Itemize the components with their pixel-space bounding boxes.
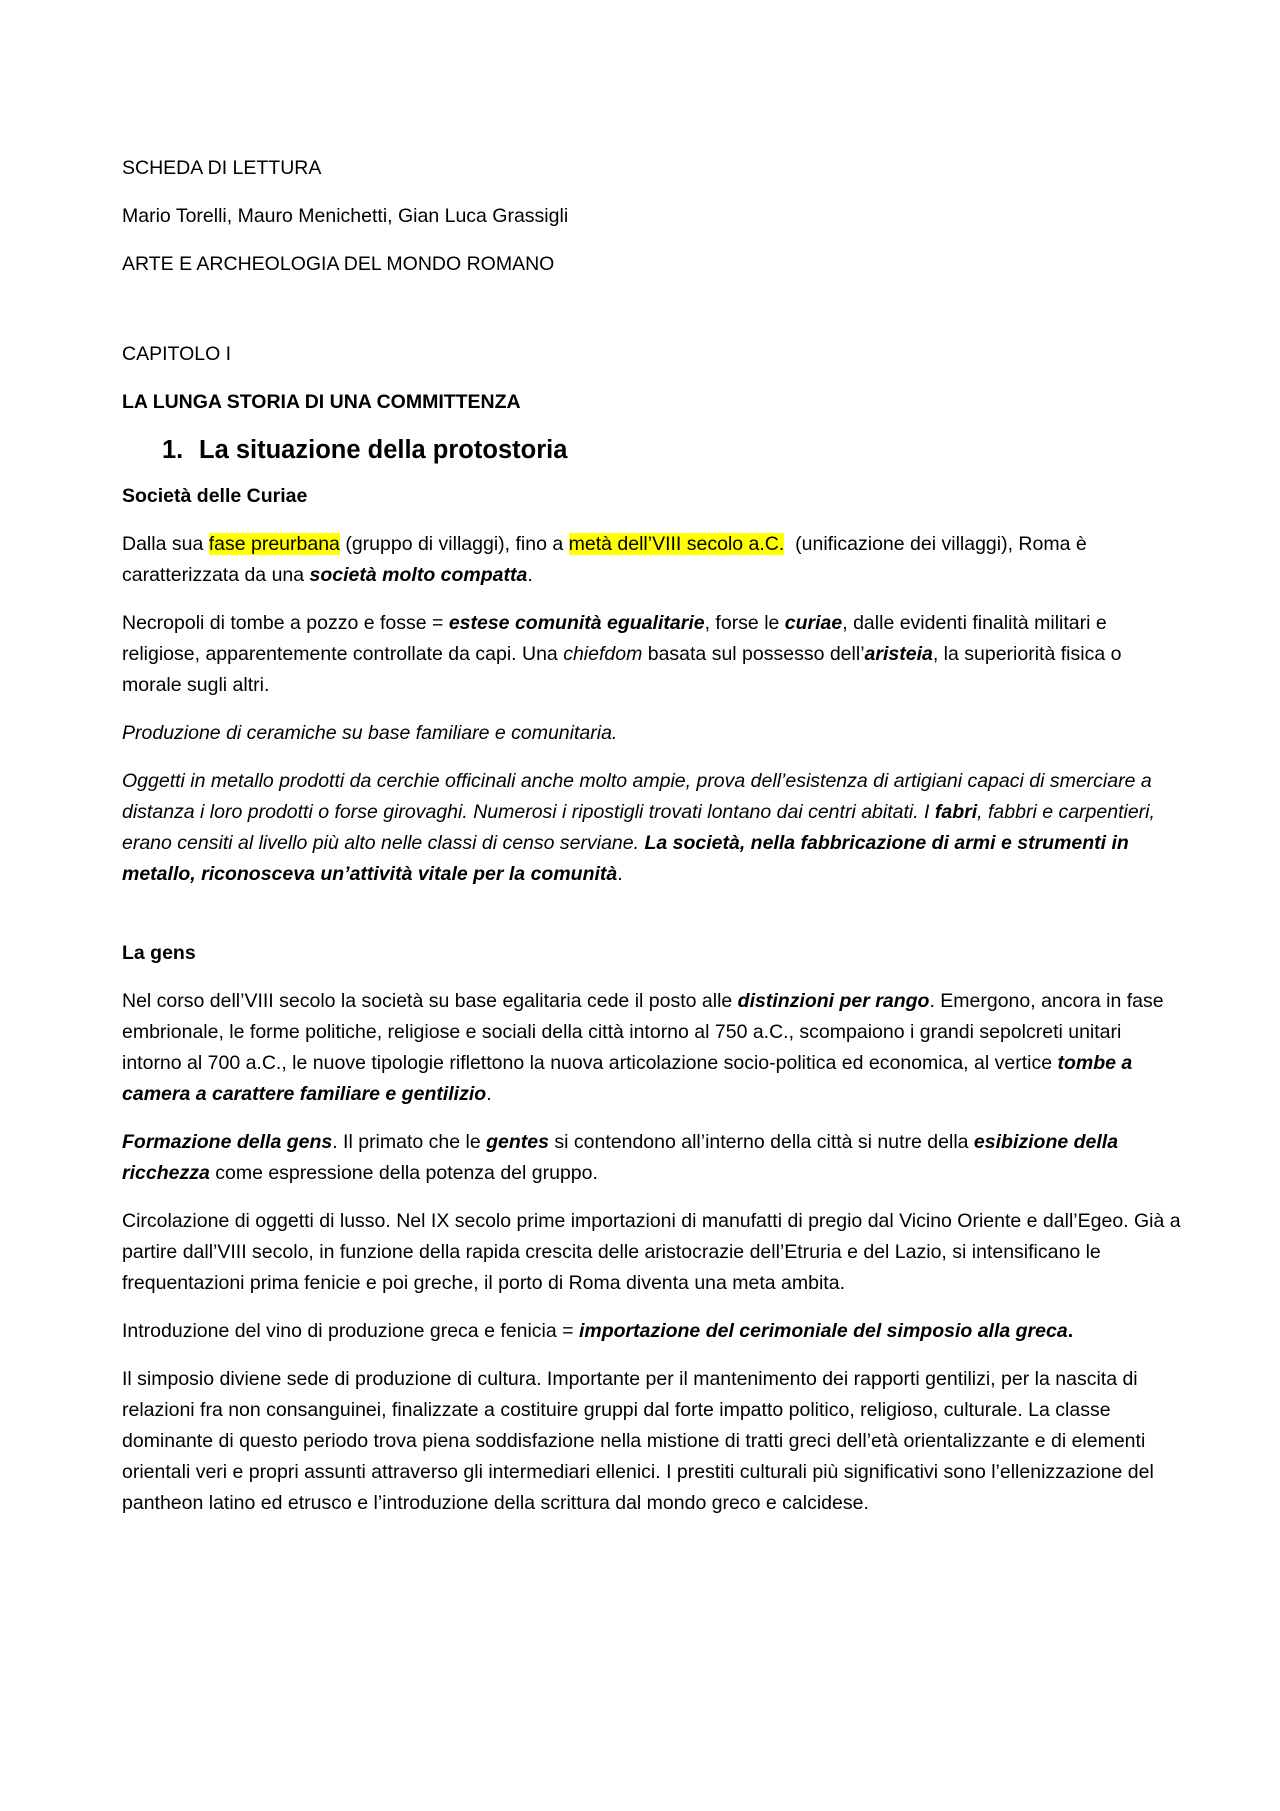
subheading-curiae: Società delle Curiae [122,485,308,507]
highlight-meta-viii-secolo: metà dell’VIII secolo a.C. [568,533,785,555]
chapter-label: CAPITOLO I [122,343,232,365]
paragraph-gens-5: Il simposio diviene sede di produzione di cultura. Importante per il mantenimento dei rapporti gentilizi, per la nascita di relazioni fra non consanguinei, finalizzate a costituire gruppi dal forte impatto politico, religioso, culturale. La classe dominante di questo periodo trova piena soddisfazione nella mistione di tratti greci dell’età orientalizzante e di elementi orientali veri e propri assunti attraverso gli intermediari ellenici. I prestiti culturali più significativi sono l’ellenizzazione del pantheon latino ed etrusco e l’introduzione della scrittura dal mondo greco e calcidese. [122,1368,1154,1514]
paragraph-curiae-3: Produzione di ceramiche su base familiare e comunitaria. [122,722,618,744]
section-number: 1. [162,436,184,464]
section-title: La situazione della protostoria [199,436,568,464]
paragraph-gens-2: Formazione della gens. Il primato che le gentes si contendono all’interno della città si nutre della esibizione della ricchezza come espressione della potenza del gruppo. [122,1131,1119,1184]
chapter-title: LA LUNGA STORIA DI UNA COMMITTENZA [122,391,521,413]
highlight-fase-preurbana: fase preurbana [208,533,340,555]
book-title: ARTE E ARCHEOLOGIA DEL MONDO ROMANO [122,253,555,275]
document-body [122,153,1182,1536]
paragraph-curiae-2: Necropoli di tombe a pozzo e fosse = estese comunità egualitarie, forse le curiae, dalle evidenti finalità militari e religiose, apparentemente controllate da capi. Una chiefdom basata sul possesso dell’aristeia, la superiorità fisica o morale sugli altri. [122,612,1122,696]
section-heading [162,432,1182,468]
subheading-gens: La gens [122,942,196,964]
authors: Mario Torelli, Mauro Menichetti, Gian Luca Grassigli [122,205,569,227]
paragraph-curiae-1: Dalla sua fase preurbana (gruppo di villaggi), fino a metà dell’VIII secolo a.C. (unificazione dei villaggi), Roma è caratterizzata da una società molto compatta. [122,533,1093,586]
paragraph-gens-3: Circolazione di oggetti di lusso. Nel IX secolo prime importazioni di manufatti di pregio dal Vicino Oriente e dall’Egeo. Già a partire dall’VIII secolo, in funzione della rapida crescita delle aristocrazie dell’Etruria e del Lazio, si intensificano le frequentazioni prima fenicie e poi greche, il porto di Roma diventa una meta ambita. [122,1210,1181,1294]
paragraph-gens-4: Introduzione del vino di produzione greca e fenicia = importazione del cerimoniale del simposio alla greca. [122,1320,1074,1342]
doc-type: SCHEDA DI LETTURA [122,157,322,179]
paragraph-gens-1: Nel corso dell’VIII secolo la società su base egalitaria cede il posto alle distinzioni per rango. Emergono, ancora in fase embrionale, le forme politiche, religiose e sociali della città intorno al 750 a.C., scompaiono i grandi sepolcreti unitari intorno al 700 a.C., le nuove tipologie riflettono la nuova articolazione socio-politica ed economica, al vertice tombe a camera a carattere familiare e gentilizio. [122,990,1164,1105]
paragraph-curiae-4: Oggetti in metallo prodotti da cerchie officinali anche molto ampie, prova dell’esistenza di artigiani capaci di smerciare a distanza i loro prodotti o forse girovaghi. Numerosi i ripostigli trovati lontano dai centri abitati. I fabri, fabbri e carpentieri, erano censiti al livello più alto nelle classi di censo serviane. La società, nella fabbricazione di armi e strumenti in metallo, riconosceva un’attività vitale per la comunità. [122,770,1155,885]
